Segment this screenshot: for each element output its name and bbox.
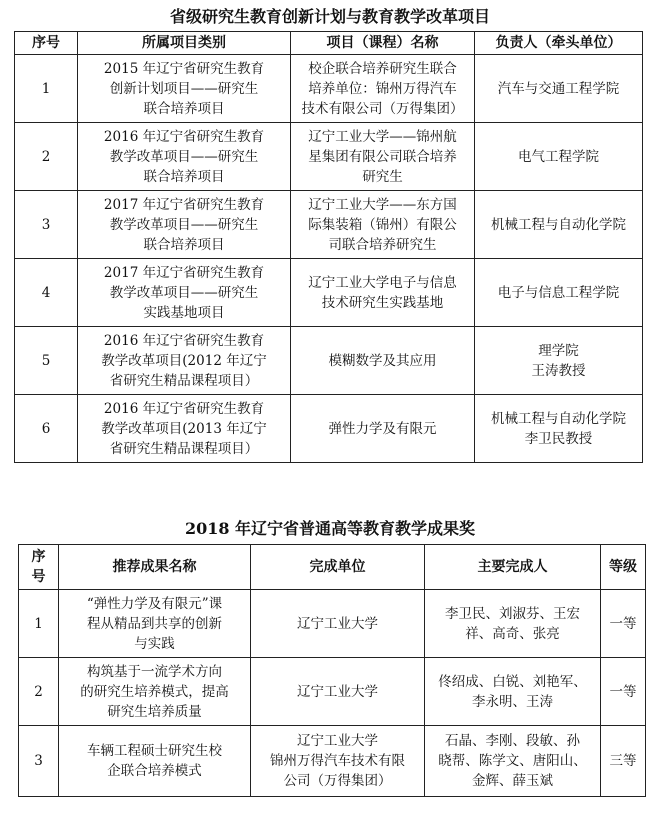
header-name: 项目（课程）名称 [291,32,475,55]
table-row [19,590,646,658]
table-header-row [19,545,646,590]
cell-grade: 一等 [601,590,646,658]
header-lead: 负责人（牵头单位） [475,32,643,55]
cell-lead: 汽车与交通工程学院 [475,55,643,123]
cell-no: 6 [15,395,78,463]
header-no: 序号 [15,32,78,55]
cell-lead: 机械工程与自动化学院 [475,191,643,259]
cell-lead: 电子与信息工程学院 [475,259,643,327]
cell-category: 2016 年辽宁省研究生教育 教学改革项目——研究生 联合培养项目 [78,123,291,191]
table-row [15,191,643,259]
cell-achievement: 构筑基于一流学术方向 的研究生培养模式，提高 研究生培养质量 [59,658,251,726]
table-row [15,123,643,191]
table-row [15,259,643,327]
cell-no: 2 [15,123,78,191]
cell-grade: 三等 [601,726,646,797]
cell-no: 4 [15,259,78,327]
cell-lead: 机械工程与自动化学院 李卫民教授 [475,395,643,463]
cell-name: 辽宁工业大学——东方国 际集装箱（锦州）有限公 司联合培养研究生 [291,191,475,259]
cell-name: 模糊数学及其应用 [291,327,475,395]
cell-category: 2016 年辽宁省研究生教育 教学改革项目(2012 年辽宁 省研究生精品课程项目） [78,327,291,395]
cell-no: 5 [15,327,78,395]
cell-category: 2016 年辽宁省研究生教育 教学改革项目(2013 年辽宁 省研究生精品课程项目） [78,395,291,463]
cell-unit: 辽宁工业大学 [251,658,425,726]
teaching-awards-table [18,544,646,797]
header-achievement: 推荐成果名称 [59,545,251,590]
cell-category: 2017 年辽宁省研究生教育 教学改革项目——研究生 联合培养项目 [78,191,291,259]
header-category: 所属项目类别 [78,32,291,55]
cell-lead: 理学院 王涛教授 [475,327,643,395]
cell-achievement: 车辆工程硕士研究生校 企联合培养模式 [59,726,251,797]
cell-unit: 辽宁工业大学 锦州万得汽车技术有限 公司（万得集团） [251,726,425,797]
cell-name: 辽宁工业大学——锦州航 星集团有限公司联合培养 研究生 [291,123,475,191]
cell-no: 2 [19,658,59,726]
table-header-row [15,32,643,55]
header-no: 序 号 [19,545,59,590]
cell-people: 佟绍成、白锐、刘艳军、 李永明、王涛 [425,658,601,726]
cell-people: 石晶、李刚、段敏、孙 晓帮、陈学文、唐阳山、 金辉、薛玉斌 [425,726,601,797]
cell-people: 李卫民、刘淑芬、王宏 祥、高奇、张亮 [425,590,601,658]
table-row [15,327,643,395]
cell-name: 弹性力学及有限元 [291,395,475,463]
cell-no: 3 [19,726,59,797]
section2-title: 2018 年辽宁省普通高等教育教学成果奖 [184,519,476,538]
cell-lead: 电气工程学院 [475,123,643,191]
cell-no: 1 [15,55,78,123]
cell-achievement: “弹性力学及有限元”课 程从精品到共享的创新 与实践 [59,590,251,658]
innovation-projects-table [14,31,643,463]
cell-name: 校企联合培养研究生联合 培养单位：锦州万得汽车 技术有限公司（万得集团） [291,55,475,123]
table-row [19,658,646,726]
cell-no: 1 [19,590,59,658]
cell-name: 辽宁工业大学电子与信息 技术研究生实践基地 [291,259,475,327]
table-row [15,55,643,123]
header-people: 主要完成人 [425,545,601,590]
cell-grade: 一等 [601,658,646,726]
cell-unit: 辽宁工业大学 [251,590,425,658]
cell-category: 2017 年辽宁省研究生教育 教学改革项目——研究生 实践基地项目 [78,259,291,327]
table-row [19,726,646,797]
header-unit: 完成单位 [251,545,425,590]
table-row [15,395,643,463]
header-grade: 等级 [601,545,646,590]
cell-no: 3 [15,191,78,259]
section1-title: 省级研究生教育创新计划与教育教学改革项目 [169,7,490,26]
cell-category: 2015 年辽宁省研究生教育 创新计划项目——研究生 联合培养项目 [78,55,291,123]
